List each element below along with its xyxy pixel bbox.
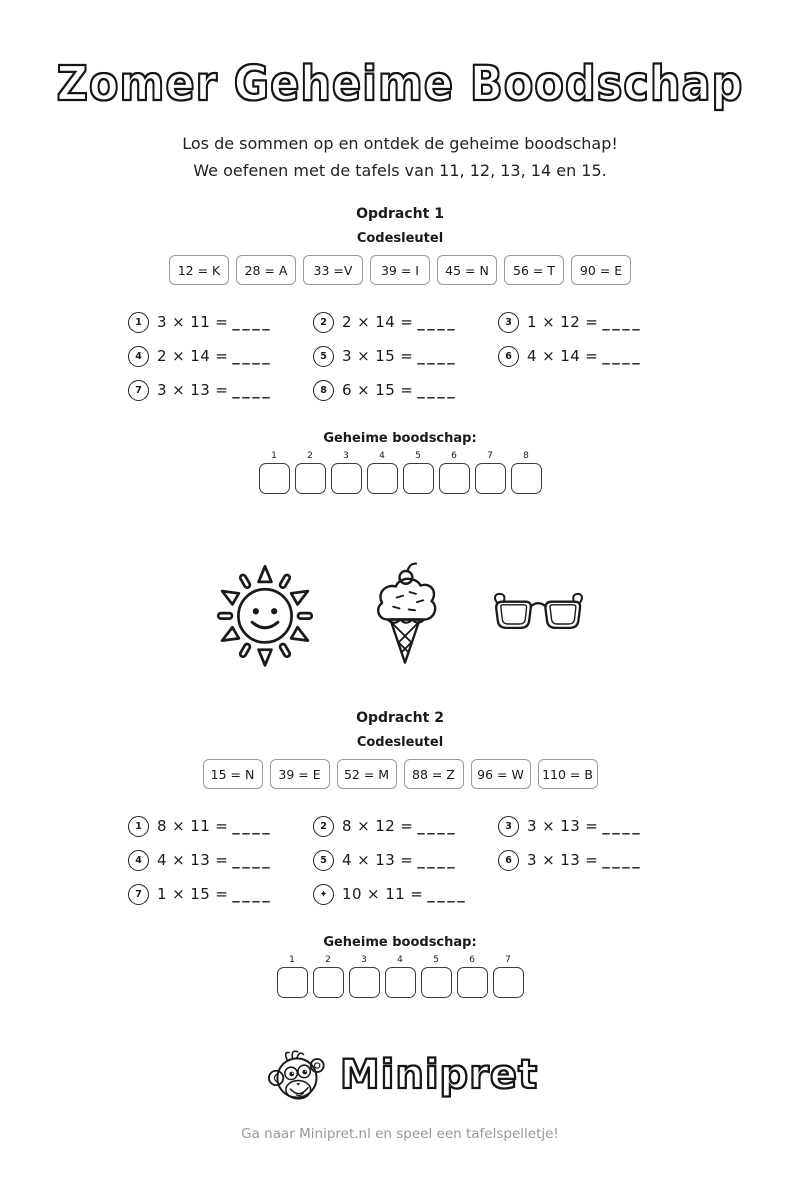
secret-letter-box <box>439 463 470 494</box>
problem-equation: 4 × 13 = <box>157 851 229 869</box>
secret-cell-number: 1 <box>271 451 277 461</box>
secret-cell <box>511 451 542 494</box>
problem-item <box>313 849 498 871</box>
code-key-box: 88 = Z <box>404 759 464 789</box>
secret-cell <box>295 451 326 494</box>
problem-equation: 3 × 15 = <box>342 347 414 365</box>
exercise-2-code-key-row <box>0 759 800 789</box>
problem-item <box>313 311 498 333</box>
secret-cell <box>421 955 452 998</box>
answer-blank: ____ <box>417 851 458 869</box>
code-key-box: 15 = N <box>203 759 263 789</box>
problem-number-badge: 5 <box>313 346 334 367</box>
problem-item <box>498 345 683 367</box>
secret-cell-number: 6 <box>451 451 457 461</box>
answer-blank: ____ <box>602 313 643 331</box>
problem-number-badge: 2 <box>313 312 334 333</box>
exercise-2-heading: Opdracht 2 <box>356 710 444 726</box>
code-key-box: 110 = B <box>538 759 598 789</box>
problem-number-badge: 3 <box>498 816 519 837</box>
secret-letter-box <box>259 463 290 494</box>
secret-letter-box <box>295 463 326 494</box>
sunglasses-icon <box>490 588 590 640</box>
problem-number-badge: 8 <box>313 380 334 401</box>
secret-cell-number: 1 <box>289 955 295 965</box>
secret-message-row <box>0 451 800 494</box>
secret-cell <box>349 955 380 998</box>
problem-equation: 4 × 14 = <box>527 347 599 365</box>
answer-blank: ____ <box>232 817 273 835</box>
problem-equation: 1 × 12 = <box>527 313 599 331</box>
intro-line-1: Los de sommen op en ontdek de geheime boodschap! <box>182 134 618 153</box>
exercise-2-codekey-label: Codesleutel <box>356 735 444 750</box>
answer-blank: ____ <box>602 851 643 869</box>
secret-cell-number: 2 <box>307 451 313 461</box>
code-key-box: 12 = K <box>169 255 229 285</box>
secret-cell <box>259 451 290 494</box>
problem-equation: 3 × 13 = <box>527 851 599 869</box>
problem-equation: 3 × 13 = <box>527 817 599 835</box>
secret-letter-box <box>421 967 452 998</box>
answer-blank: ____ <box>232 347 273 365</box>
secret-cell <box>493 955 524 998</box>
problem-number-badge: ✦ <box>313 884 334 905</box>
problem-item <box>128 345 313 367</box>
answer-blank: ____ <box>427 885 468 903</box>
secret-cell-number: 4 <box>379 451 385 461</box>
problem-number-badge: 7 <box>128 884 149 905</box>
problem-item <box>128 849 313 871</box>
secret-letter-box <box>385 967 416 998</box>
secret-letter-box <box>367 463 398 494</box>
answer-blank: ____ <box>232 851 273 869</box>
problem-number-badge: 7 <box>128 380 149 401</box>
problem-item <box>313 883 498 905</box>
code-key-box: 45 = N <box>437 255 497 285</box>
problem-equation: 1 × 15 = <box>157 885 229 903</box>
problem-equation: 2 × 14 = <box>342 313 414 331</box>
minipret-logo <box>0 1044 800 1106</box>
problem-number-badge: 5 <box>313 850 334 871</box>
problem-equation: 8 × 11 = <box>157 817 229 835</box>
secret-cell-number: 3 <box>361 955 367 965</box>
answer-blank: ____ <box>232 313 273 331</box>
intro-line-2: We oefenen met de tafels van 11, 12, 13, 14 en 15. <box>193 161 607 180</box>
problem-number-badge: 1 <box>128 312 149 333</box>
code-key-box: 56 = T <box>504 255 564 285</box>
problem-item <box>128 883 313 905</box>
secret-cell-number: 5 <box>433 955 439 965</box>
problem-equation: 6 × 15 = <box>342 381 414 399</box>
answer-blank: ____ <box>417 817 458 835</box>
monkey-logo-icon <box>262 1044 328 1106</box>
sun-icon <box>210 559 320 669</box>
problem-equation: 10 × 11 = <box>342 885 424 903</box>
ice-cream-icon <box>368 559 442 669</box>
problem-item <box>498 311 683 333</box>
answer-blank: ____ <box>232 381 273 399</box>
exercise-2-problems <box>128 815 688 905</box>
secret-cell <box>331 451 362 494</box>
secret-letter-box <box>331 463 362 494</box>
secret-letter-box <box>511 463 542 494</box>
problem-item <box>498 815 683 837</box>
exercise-1-code-key-row <box>0 255 800 285</box>
problem-item <box>128 815 313 837</box>
problem-equation: 2 × 14 = <box>157 347 229 365</box>
exercise-2-section <box>0 710 800 998</box>
secret-cell <box>367 451 398 494</box>
problem-number-badge: 2 <box>313 816 334 837</box>
answer-blank: ____ <box>602 817 643 835</box>
problem-equation: 3 × 11 = <box>157 313 229 331</box>
problem-equation: 4 × 13 = <box>342 851 414 869</box>
problem-number-badge: 6 <box>498 850 519 871</box>
answer-blank: ____ <box>417 347 458 365</box>
code-key-box: 33 =V <box>303 255 363 285</box>
problem-number-badge: 3 <box>498 312 519 333</box>
secret-cell <box>313 955 344 998</box>
problem-item <box>313 815 498 837</box>
secret-cell-number: 8 <box>523 451 529 461</box>
problem-item <box>313 379 498 401</box>
secret-cell <box>403 451 434 494</box>
summer-icons-row <box>0 558 800 670</box>
problem-item <box>128 311 313 333</box>
code-key-box: 39 = E <box>270 759 330 789</box>
secret-letter-box <box>493 967 524 998</box>
secret-letter-box <box>277 967 308 998</box>
secret-cell <box>439 451 470 494</box>
secret-letter-box <box>457 967 488 998</box>
problem-number-badge: 6 <box>498 346 519 367</box>
secret-cell-number: 6 <box>469 955 475 965</box>
secret-cell-number: 4 <box>397 955 403 965</box>
problem-equation: 8 × 12 = <box>342 817 414 835</box>
secret-message-row <box>0 955 800 998</box>
problem-item <box>498 849 683 871</box>
secret-message-label: Geheime boodschap: <box>323 935 477 950</box>
answer-blank: ____ <box>417 313 458 331</box>
secret-letter-box <box>475 463 506 494</box>
secret-cell <box>457 955 488 998</box>
exercise-1-heading: Opdracht 1 <box>356 206 444 222</box>
problem-number-badge: 4 <box>128 850 149 871</box>
secret-letter-box <box>349 967 380 998</box>
code-key-box: 39 = I <box>370 255 430 285</box>
footer-text: Ga naar Minipret.nl en speel een tafelspelletje! <box>241 1126 559 1142</box>
logo-text: Minipret <box>339 1052 539 1098</box>
code-key-box: 90 = E <box>571 255 631 285</box>
answer-blank: ____ <box>232 885 273 903</box>
code-key-box: 96 = W <box>471 759 531 789</box>
page-title: Zomer Geheime Boodschap <box>56 56 744 112</box>
secret-cell <box>475 451 506 494</box>
secret-cell-number: 2 <box>325 955 331 965</box>
problem-equation: 3 × 13 = <box>157 381 229 399</box>
worksheet-page <box>0 56 800 1187</box>
secret-message-label: Geheime boodschap: <box>323 431 477 446</box>
secret-cell <box>277 955 308 998</box>
secret-cell-number: 3 <box>343 451 349 461</box>
secret-cell <box>385 955 416 998</box>
problem-item <box>313 345 498 367</box>
secret-letter-box <box>313 967 344 998</box>
code-key-box: 28 = A <box>236 255 296 285</box>
answer-blank: ____ <box>417 381 458 399</box>
exercise-1-problems <box>128 311 688 401</box>
problem-number-badge: 4 <box>128 346 149 367</box>
secret-cell-number: 7 <box>505 955 511 965</box>
secret-letter-box <box>403 463 434 494</box>
secret-cell-number: 7 <box>487 451 493 461</box>
code-key-box: 52 = M <box>337 759 397 789</box>
problem-number-badge: 1 <box>128 816 149 837</box>
answer-blank: ____ <box>602 347 643 365</box>
secret-cell-number: 5 <box>415 451 421 461</box>
exercise-1-codekey-label: Codesleutel <box>356 231 444 246</box>
exercise-1-section <box>0 206 800 494</box>
intro-text <box>0 130 800 184</box>
problem-item <box>128 379 313 401</box>
